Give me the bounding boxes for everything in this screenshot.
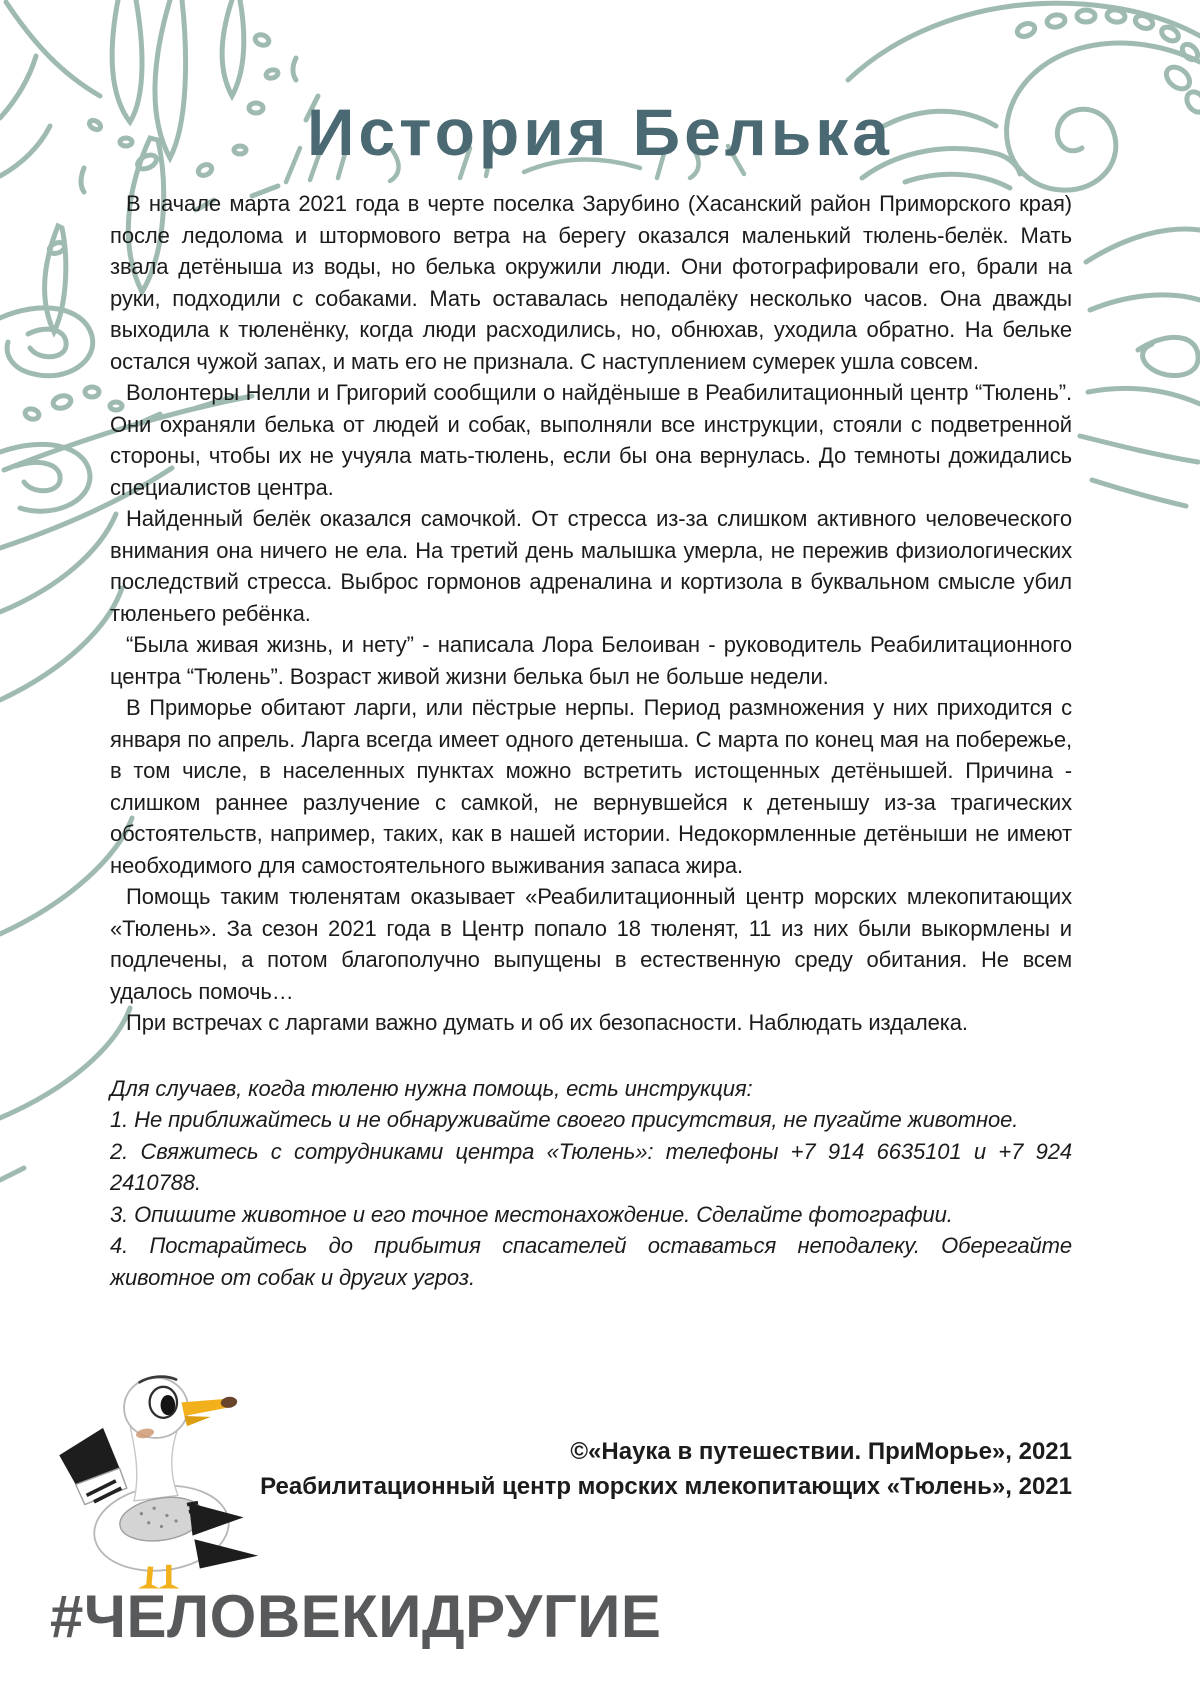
page-title: История Белька	[306, 95, 894, 170]
instruction-item: 2. Свяжитесь с сотрудниками центра «Тюлень»: телефоны +7 914 6635101 и +7 924 2410788.	[110, 1138, 1072, 1195]
body-paragraph: Волонтеры Нелли и Григорий сообщили о найдёныше в Реабилитационный центр “Тюлень”. Они охраняли белька от людей и собак, выполняли все инструкции, стояли с подветренной стороны, чтобы их не учуяла мать-тюлень, если бы она вернулась. До темноты дожидались специалистов центра.	[110, 380, 1072, 500]
instruction-item: 3. Опишите животное и его точное местонахождение. Сделайте фотографии.	[110, 1201, 953, 1227]
instruction-item: 1. Не приближайтесь и не обнаруживайте своего присутствия, не пугайте животное.	[110, 1107, 1019, 1132]
credit-line: Реабилитационный центр морских млекопитающих «Тюлень», 2021	[260, 1473, 1072, 1500]
wave-swirl-right-icon	[1080, 229, 1200, 506]
article-body	[110, 188, 1072, 1293]
body-paragraph: При встречах с ларгами важно думать и об их безопасности. Наблюдать издалека.	[126, 1010, 968, 1035]
body-paragraph: В Приморье обитают ларги, или пёстрые нерпы. Период размножения у них приходится с января по апрель. Ларга всегда имеет одного детеныша. С марта по конец мая на побережье, в том числе, в населенных пунктах можно встретить истощенных детёнышей. Причина - слишком раннее разлучение с самкой, не вернувшейся к детенышу из-за трагических обстоятельств, например, таких, как в нашей истории. Недокормленные детёныши не имеют необходимого для самостоятельного выживания запаса жира.	[110, 695, 1072, 878]
credit-line: ©«Наука в путешествии. ПриМорье», 2021	[570, 1438, 1072, 1465]
rescue-instructions	[110, 1073, 1072, 1294]
body-paragraph: Помощь таким тюленятам оказывает «Реабилитационный центр морских млекопитающих «Тюлень». За сезон 2021 года в Центр попало 18 тюленят, 11 из них были выкормлены и подлечены, а потом благополучно выпущены в естественную среду обитания. Не всем удалось помочь…	[110, 884, 1072, 1004]
body-paragraph: В начале марта 2021 года в черте поселка Зарубино (Хасанский район Приморского края) после ледолома и штормового ветра на берегу оказался маленький тюлень-белёк. Мать звала детёныша из воды, но белька окружили люди. Они фотографировали его, брали на руки, подходили с собаками. Мать оставалась неподалёку несколько часов. Она дважды выходила к тюленёнку, когда люди расходились, но, обнюхав, уходила обратно. На бельке остался чужой запах, и мать его не признала. С наступлением сумерек ушла совсем.	[110, 191, 1072, 374]
body-paragraph: Найденный белёк оказался самочкой. От стресса из-за слишком активного человеческого внимания она ничего не ела. На третий день малышка умерла, не пережив физиологических последствий стресса. Выброс гормонов адреналина и кортизола в буквальном смысле убил тюленьего ребёнка.	[110, 506, 1072, 626]
instructions-intro: Для случаев, когда тюленю нужна помощь, есть инструкция:	[110, 1075, 753, 1101]
hashtag: #ЧЕЛОВЕКИДРУГИЕ	[50, 1583, 662, 1650]
instruction-item: 4. Постарайтесь до прибытия спасателей оставаться неподалеку. Оберегайте животное от собак и других угроз.	[110, 1233, 1072, 1290]
body-paragraph: “Была живая жизнь, и нету” - написала Лора Белоиван - руководитель Реабилитационного центра “Тюлень”. Возраст живой жизни белька был не больше недели.	[110, 632, 1072, 689]
seagull-icon	[50, 1364, 262, 1594]
